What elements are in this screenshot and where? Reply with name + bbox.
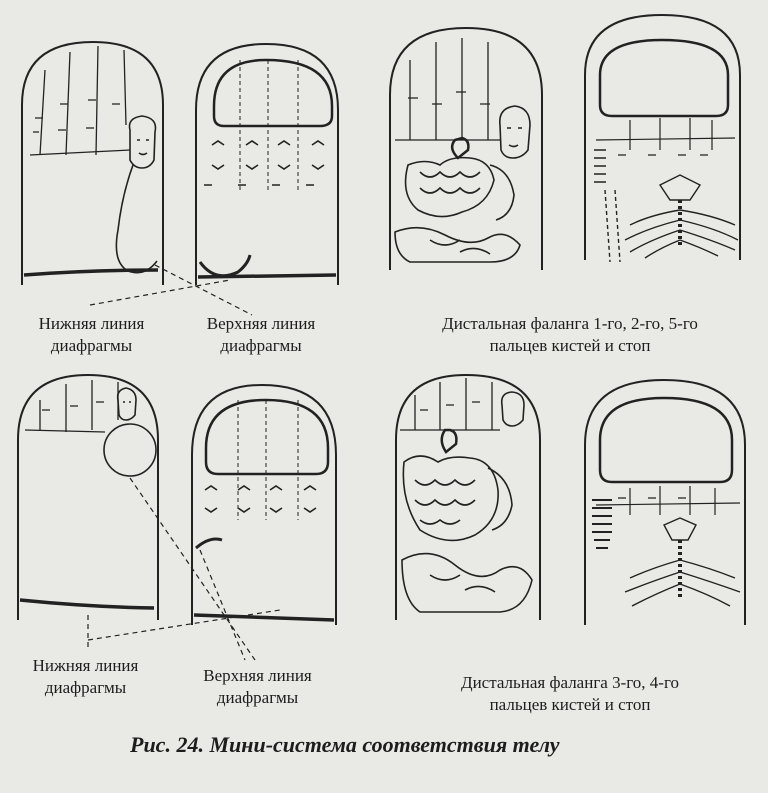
face-figure bbox=[502, 392, 524, 426]
pointer-lines-bottom bbox=[88, 478, 280, 660]
finger-outline bbox=[18, 375, 158, 620]
finger-bottom-2 bbox=[192, 385, 336, 625]
finger-bottom-3 bbox=[396, 375, 540, 620]
face-figure bbox=[116, 116, 157, 273]
finger-outline bbox=[22, 42, 163, 285]
finger-top-1 bbox=[22, 42, 163, 285]
label-top-upper-diaphragm: Верхняя линия диафрагмы bbox=[206, 314, 316, 355]
label-bottom-lower-diaphragm: Нижняя линия диафрагмы bbox=[32, 656, 139, 697]
label-top-lower-diaphragm: Нижняя линия диафрагмы bbox=[38, 314, 145, 355]
upper-diaphragm-hook bbox=[200, 255, 250, 276]
caption-prefix: Рис. 24. bbox=[130, 732, 210, 757]
finger-bottom-4 bbox=[585, 380, 745, 625]
face-figure bbox=[500, 106, 530, 158]
skeleton-illustration bbox=[592, 500, 740, 606]
upper-diaphragm-line bbox=[194, 615, 334, 620]
finger-outline bbox=[390, 28, 542, 270]
finger-outline bbox=[585, 380, 745, 625]
finger-outline bbox=[196, 44, 338, 285]
upper-diaphragm-hook bbox=[196, 539, 222, 548]
finger-top-2 bbox=[196, 44, 338, 285]
skeleton-illustration bbox=[594, 150, 738, 262]
nail bbox=[600, 398, 732, 482]
finger-top-4 bbox=[585, 15, 740, 262]
nail bbox=[214, 60, 332, 126]
label-bottom-phalanx: Дистальная фаланга 3-го, 4-го пальцев кистей и стоп bbox=[460, 673, 680, 714]
finger-top-3 bbox=[390, 28, 542, 270]
upper-diaphragm-line bbox=[198, 275, 336, 277]
organs-illustration bbox=[402, 430, 532, 612]
caption-text: Мини-система соответствия телу bbox=[209, 732, 560, 757]
toe-lines bbox=[30, 46, 130, 155]
pointer-lines-top bbox=[90, 265, 252, 315]
lower-diaphragm-line bbox=[20, 600, 154, 608]
finger-outline bbox=[396, 375, 540, 620]
label-bottom-upper-diaphragm: Верхняя линия диафрагмы bbox=[203, 666, 312, 707]
finger-bottom-1 bbox=[18, 375, 158, 620]
organs-illustration bbox=[395, 138, 520, 262]
nail bbox=[206, 400, 328, 474]
nail bbox=[600, 40, 728, 116]
figure-caption bbox=[130, 732, 559, 758]
label-top-phalanx: Дистальная фаланга 1-го, 2-го, 5-го пальцев кистей и стоп bbox=[442, 314, 698, 355]
